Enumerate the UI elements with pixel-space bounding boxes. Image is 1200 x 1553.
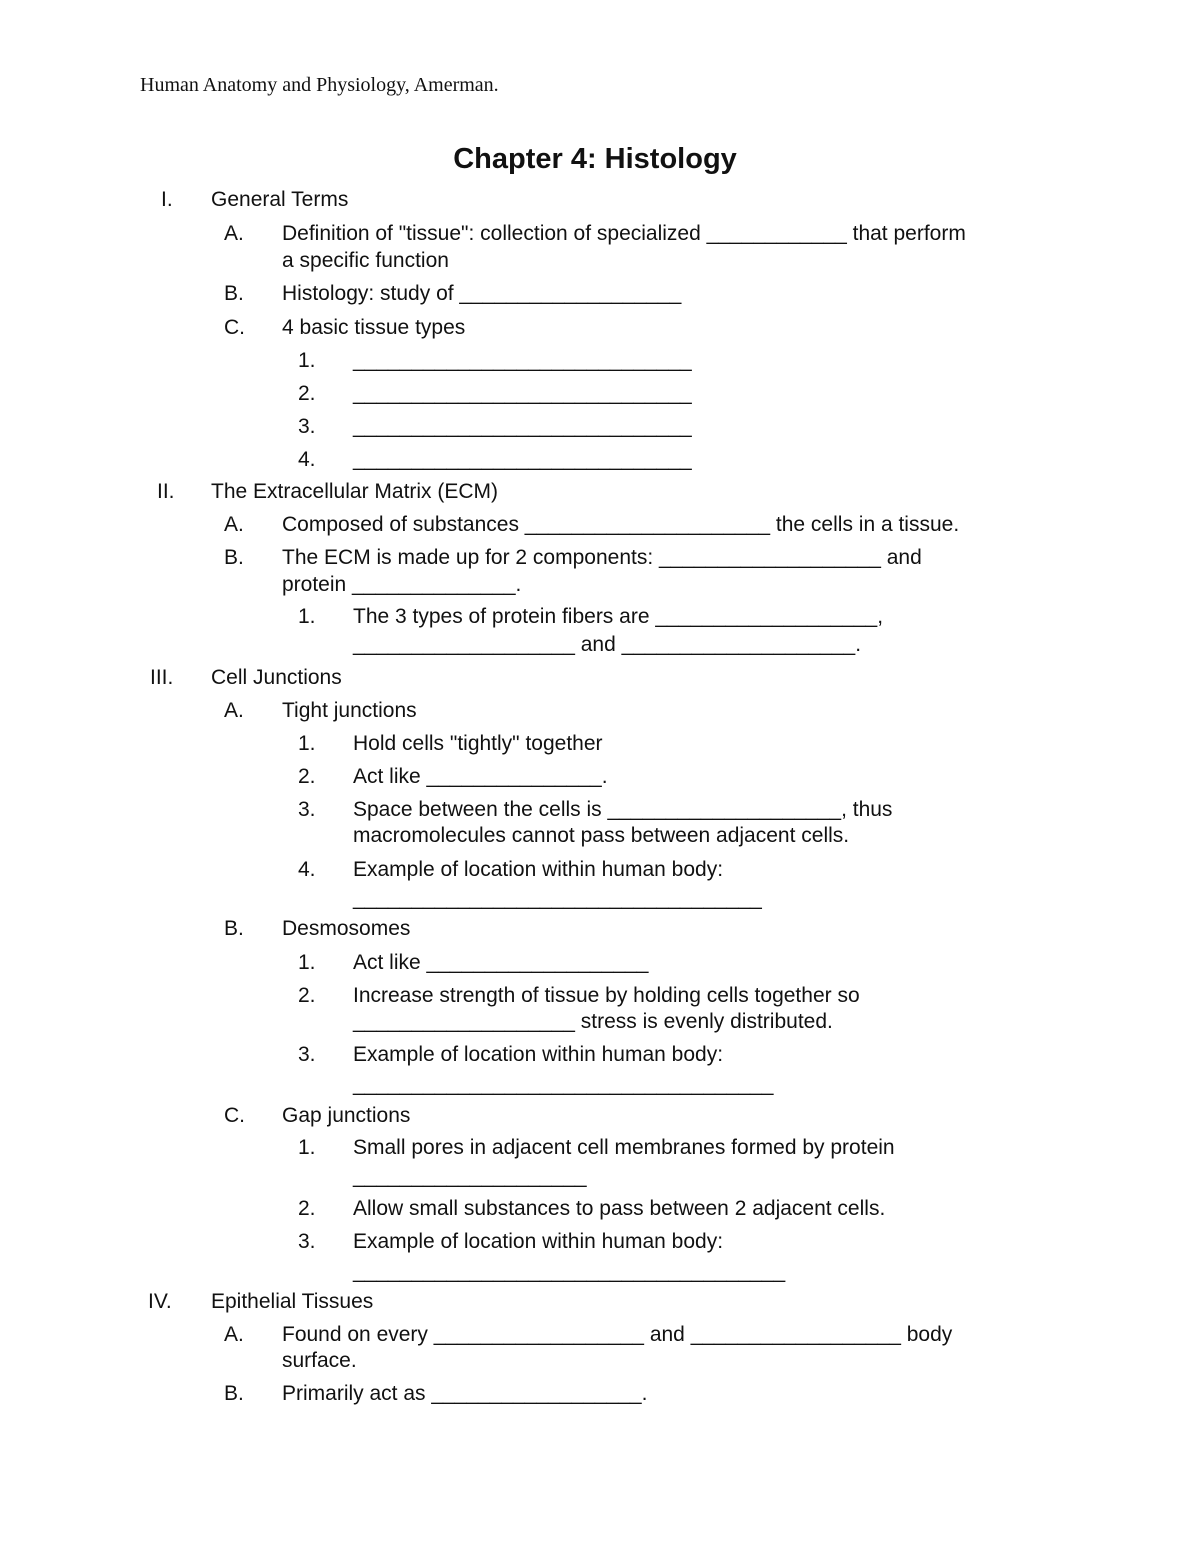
section-heading: Cell Junctions (211, 666, 342, 689)
item-text: 4 basic tissue types (282, 316, 466, 339)
subitem-text: _____________________________ (353, 349, 692, 372)
subitem-text-continued: ___________________________________ (353, 887, 762, 910)
subitem-number: 1. (298, 605, 316, 628)
subitem-text: _____________________________ (353, 382, 692, 405)
item-text-continued: protein ______________. (282, 573, 522, 596)
subitem-number: 1. (298, 951, 316, 974)
section-heading: The Extracellular Matrix (ECM) (211, 480, 499, 503)
subitem-text-continued: ___________________ and ____________________. (353, 633, 862, 656)
item-text: The ECM is made up for 2 components: ___________________ and (282, 546, 922, 569)
subitem-text: Act like ___________________ (353, 951, 649, 974)
subitem-number: 4. (298, 858, 316, 881)
subitem-number: 2. (298, 984, 316, 1007)
item-letter: B. (224, 1382, 244, 1405)
subitem-number: 1. (298, 349, 316, 372)
subitem-number: 1. (298, 1136, 316, 1159)
item-letter: A. (224, 1323, 244, 1346)
subitem-text: Increase strength of tissue by holding cells together so (353, 984, 860, 1007)
item-text: Tight junctions (282, 699, 417, 722)
item-letter: A. (224, 222, 244, 245)
subitem-text: Small pores in adjacent cell membranes formed by protein (353, 1136, 895, 1159)
subitem-number: 3. (298, 798, 316, 821)
item-letter: A. (224, 699, 244, 722)
subitem-number: 1. (298, 732, 316, 755)
subitem-text: The 3 types of protein fibers are ___________________, (353, 605, 884, 628)
item-letter: B. (224, 546, 244, 569)
subitem-number: 2. (298, 765, 316, 788)
subitem-text-continued: macromolecules cannot pass between adjacent cells. (353, 824, 850, 847)
item-text: Histology: study of ___________________ (282, 282, 682, 305)
subitem-number: 2. (298, 1197, 316, 1220)
item-text-continued: a specific function (282, 249, 449, 272)
subitem-number: 3. (298, 1043, 316, 1066)
item-text: Desmosomes (282, 917, 411, 940)
item-letter: B. (224, 282, 244, 305)
subitem-text: _____________________________ (353, 415, 692, 438)
subitem-text: Allow small substances to pass between 2 adjacent cells. (353, 1197, 886, 1220)
subitem-text: Space between the cells is ____________________, thus (353, 798, 893, 821)
section-heading: General Terms (211, 188, 349, 211)
item-text: Composed of substances _____________________ the cells in a tissue. (282, 513, 960, 536)
subitem-text: Example of location within human body: (353, 1230, 724, 1253)
subitem-text: Example of location within human body: (353, 1043, 724, 1066)
subitem-text-continued: _____________________________________ (353, 1260, 786, 1283)
subitem-text: Hold cells "tightly" together (353, 732, 603, 755)
section-number: IV. (148, 1290, 172, 1313)
item-letter: C. (224, 316, 245, 339)
subitem-text: Example of location within human body: (353, 858, 724, 881)
item-text: Definition of "tissue": collection of specialized ____________ that perform (282, 222, 966, 245)
item-text: Primarily act as __________________. (282, 1382, 648, 1405)
item-text: Found on every __________________ and __________________ body (282, 1323, 953, 1346)
subitem-number: 4. (298, 448, 316, 471)
subitem-text-continued: ____________________ (353, 1165, 587, 1188)
item-text-continued: surface. (282, 1349, 357, 1372)
subitem-number: 3. (298, 415, 316, 438)
section-heading: Epithelial Tissues (211, 1290, 374, 1313)
subitem-number: 2. (298, 382, 316, 405)
subitem-number: 3. (298, 1230, 316, 1253)
item-letter: B. (224, 917, 244, 940)
item-letter: A. (224, 513, 244, 536)
subitem-text-continued: ____________________________________ (353, 1073, 774, 1096)
section-number: I. (161, 188, 173, 211)
subitem-text-continued: ___________________ stress is evenly distributed. (353, 1010, 833, 1033)
section-number: III. (150, 666, 174, 689)
item-text: Gap junctions (282, 1104, 411, 1127)
item-letter: C. (224, 1104, 245, 1127)
page-title: Chapter 4: Histology (453, 143, 737, 175)
document-header: Human Anatomy and Physiology, Amerman. (140, 74, 499, 96)
section-number: II. (157, 480, 175, 503)
subitem-text: Act like _______________. (353, 765, 608, 788)
subitem-text: _____________________________ (353, 448, 692, 471)
